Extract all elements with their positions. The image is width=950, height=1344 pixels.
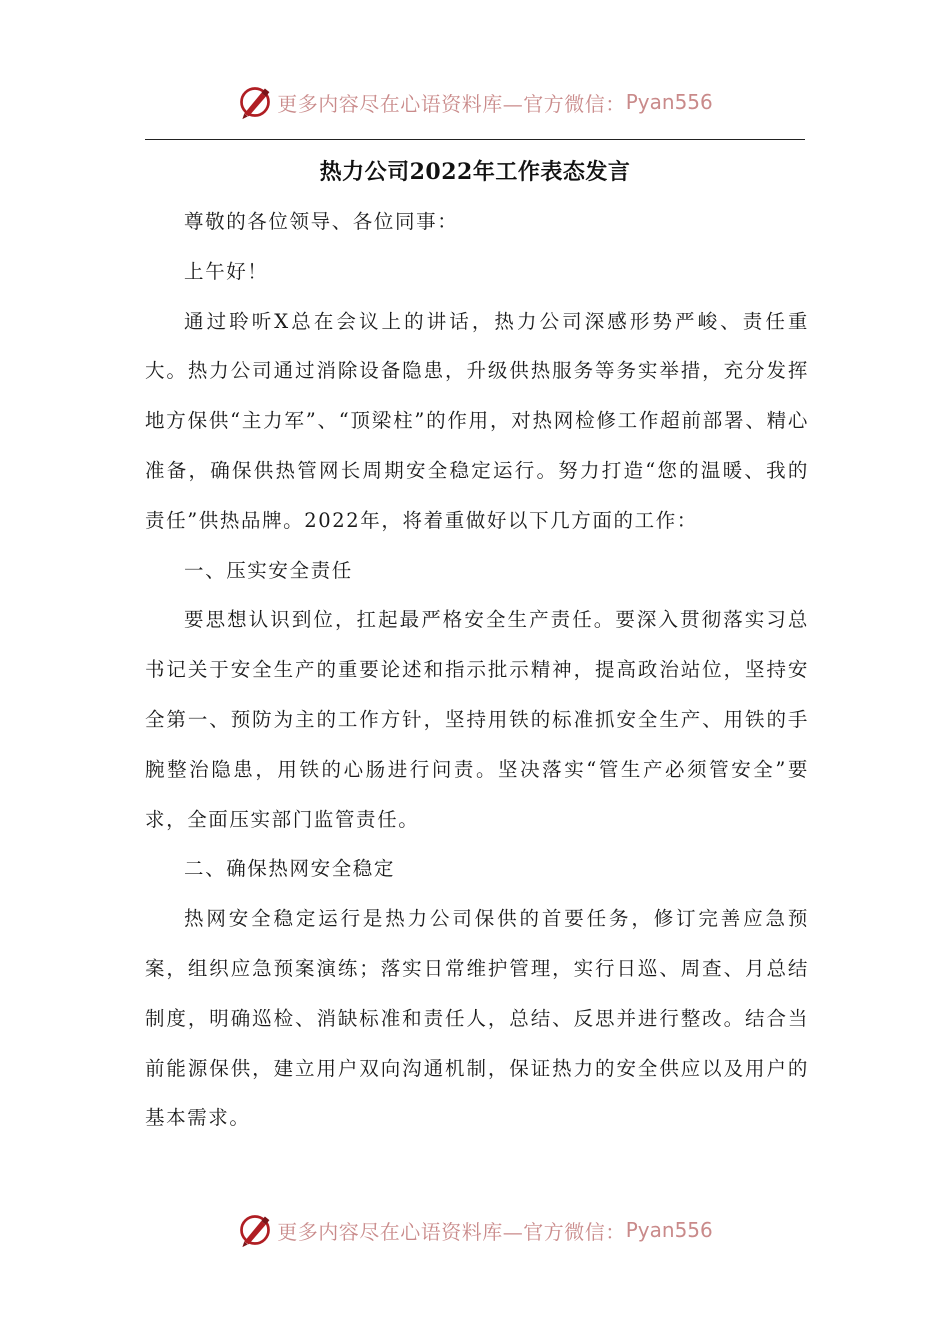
header-banner [0,80,950,124]
salutation: 尊敬的各位领导、各位同事： [184,210,459,233]
document-body [145,197,809,1143]
document-title: 热力公司2022年工作表态发言 [319,159,631,185]
banner-text: 更多内容尽在心语资料库—官方微信： [277,91,626,116]
section-heading-2: 二、确保热网安全稳定 [184,857,396,881]
section-1-paragraph: 要思想认识到位，扛起最严格安全生产责任。要深入贯彻落实习总书记关于安全生产的重要论述和指示批示精神，提高政治站位，坚持安全第一、预防为主的工作方针，坚持用铁的标准抓安全生产、用铁的手腕整治隐患，用铁的心肠进行问责。坚决落实“管生产必须管安全”要求，全面压实部门监管责任。 [145,608,809,831]
greeting: 上午好！ [184,259,269,283]
banner-wechat-id: Pyan556 [625,90,713,114]
footer-banner [0,1208,950,1252]
section-heading-1: 一、压实安全责任 [184,558,353,582]
banner-wechat-id: Pyan556 [625,1218,713,1242]
pen-logo-icon [237,84,273,120]
header-divider [145,139,805,140]
banner-text: 更多内容尽在心语资料库—官方微信： [277,1219,626,1244]
pen-logo-icon [237,1212,273,1248]
intro-paragraph: 通过聆听X总在会议上的讲话，热力公司深感形势严峻、责任重大。热力公司通过消除设备隐患，升级供热服务等务实举措，充分发挥地方保供“主力军”、“顶梁柱”的作用，对热网检修工作超前部署、精心准备，确保供热管网长周期安全稳定运行。努力打造“您的温暖、我的责任”供热品牌。2022年，将着重做好以下几方面的工作： [145,309,809,532]
section-2-paragraph: 热网安全稳定运行是热力公司保供的首要任务，修订完善应急预案，组织应急预案演练；落实日常维护管理，实行日巡、周查、月总结制度，明确巡检、消缺标准和责任人，总结、反思并进行整改。结合当前能源保供，建立用户双向沟通机制，保证热力的安全供应以及用户的基本需求。 [145,907,809,1130]
